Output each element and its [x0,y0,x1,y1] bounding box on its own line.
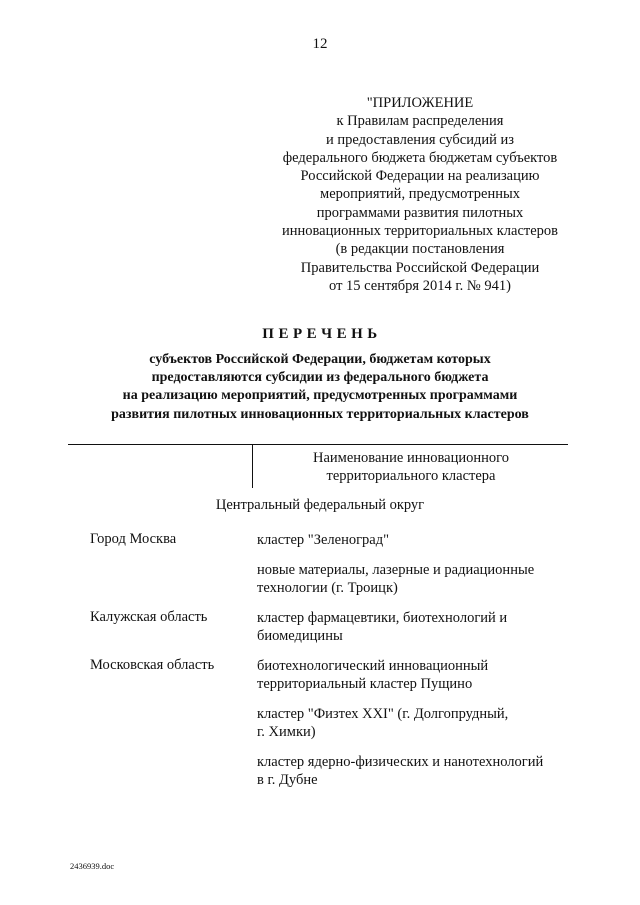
cluster-line: биотехнологический инновационный [257,658,489,674]
subtitle-line: развития пилотных инновационных территориальных кластеров [111,406,529,422]
cluster-line: г. Химки) [257,724,316,740]
page-number: 12 [312,36,328,52]
cluster-line: в г. Дубне [257,772,318,788]
cluster-line: кластер ядерно-физических и нанотехнологий [257,754,544,770]
cluster-line: кластер "Зеленоград" [257,532,390,548]
cluster-line: технологии (г. Троицк) [257,580,398,596]
subtitle-line: субъектов Российской Федерации, бюджетам которых [149,352,491,367]
cluster-line: кластер "Физтех XXI" (г. Долгопрудный, [257,706,509,722]
appendix-line: федерального бюджета бюджетам субъектов [282,149,558,166]
subtitle-line: на реализацию мероприятий, предусмотренных программами [122,388,518,404]
appendix-line: Российской Федерации на реализацию [300,168,540,185]
table-header-line: Наименование инновационного [313,450,509,466]
table-column-divider [252,444,253,488]
cluster-item [257,531,577,549]
appendix-line: "ПРИЛОЖЕНИЕ [366,95,474,111]
cluster-item [257,705,577,741]
cluster-item [257,561,577,597]
cluster-line: кластер фармацевтики, биотехнологий и [257,610,508,626]
cluster-line: биомедицины [257,628,343,644]
document-subtitle [0,351,640,424]
subtitle-line: предоставляются субсидии из федерального бюджета [151,370,489,386]
appendix-line: (в редакции постановления [335,241,505,258]
region-name: Московская область [90,657,215,673]
cluster-line: территориальный кластер Пущино [257,676,473,692]
appendix-line: и предоставления субсидий из [325,131,515,148]
cluster-item [257,657,577,693]
table-header-line: территориального кластера [326,468,496,484]
document-file-code: 2436939.doc [70,861,115,871]
cluster-item [257,753,577,789]
cluster-line: новые материалы, лазерные и радиационные [257,562,535,578]
appendix-line: инновационных территориальных кластеров [281,223,559,240]
appendix-line: к Правилам распределения [336,113,504,130]
appendix-line: Правительства Российской Федерации [300,259,540,276]
table-top-rule [68,444,568,445]
appendix-line: мероприятий, предусмотренных [320,186,520,203]
region-name: Калужская область [90,609,208,625]
document-title: ПЕРЕЧЕНЬ [262,326,382,342]
table-header-cluster-name [256,449,566,485]
appendix-line: от 15 сентября 2014 г. № 941) [329,277,511,294]
region-name: Город Москва [90,531,177,547]
appendix-line: программами развития пилотных [316,204,524,221]
cluster-item [257,609,577,645]
appendix-header [250,94,590,295]
federal-district-heading: Центральный федеральный округ [215,497,425,513]
